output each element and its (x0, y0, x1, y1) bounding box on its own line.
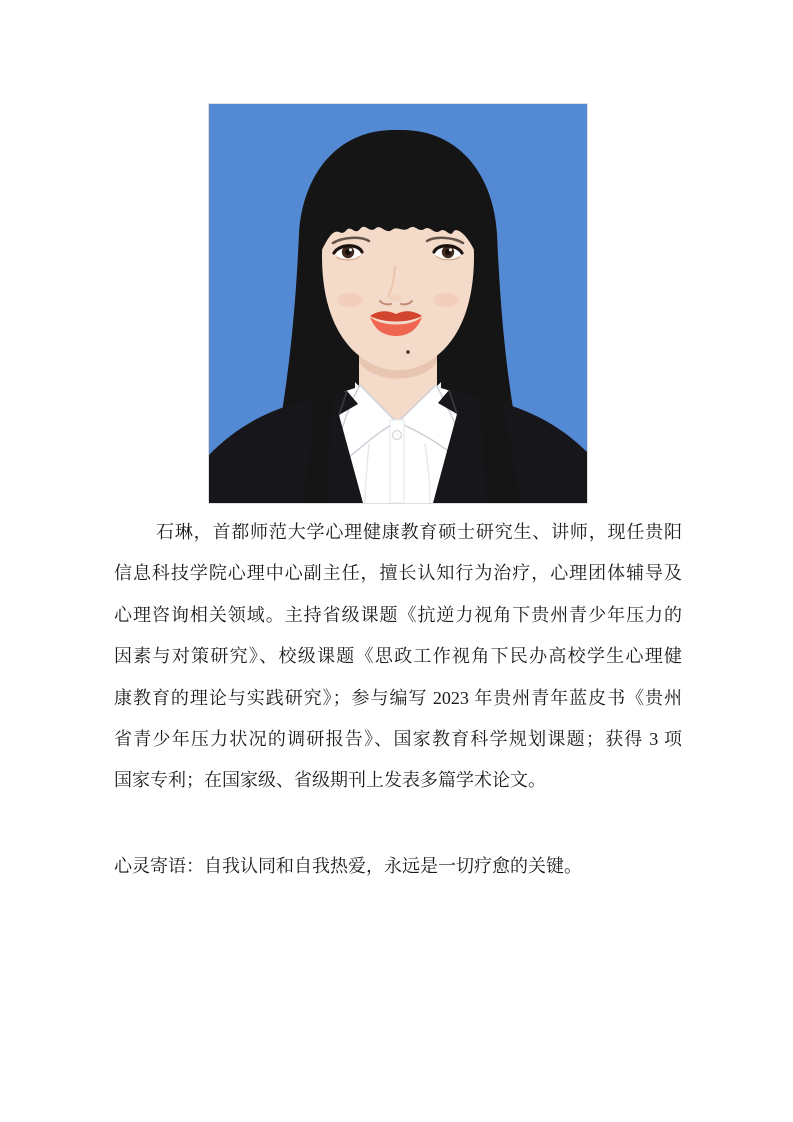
bio-line-7: 国家专利；在国家级、省级期刊上发表多篇学术论文。 (114, 770, 546, 791)
motto-line: 心灵寄语：自我认同和自我热爱，永远是一切疗愈的关键。 (114, 856, 582, 876)
eye-left (334, 245, 362, 260)
shirt-button (393, 431, 402, 440)
bio-line-2: 信息科技学院心理中心副主任，擅长认知行为治疗，心理团体辅导及 (114, 563, 682, 584)
bio-line-3: 心理咨询相关领域。主持省级课题《抗逆力视角下贵州青少年压力的 (114, 604, 682, 625)
eye-right (434, 245, 462, 260)
blush-right (433, 293, 459, 307)
bio-paragraph (114, 512, 682, 802)
blush-left (337, 293, 363, 307)
bio-line-6: 省青少年压力状况的调研报告》、国家教育科学规划课题；获得 3 项 (114, 729, 682, 750)
bio-line-1: 石琳，首都师范大学心理健康教育硕士研究生、讲师，现任贵阳 (156, 522, 682, 542)
bio-line-5: 康教育的理论与实践研究》；参与编写 2023 年贵州青年蓝皮书《贵州 (114, 687, 682, 708)
portrait-illustration (209, 104, 587, 503)
portrait-photo (209, 104, 587, 503)
mole (406, 350, 410, 354)
bio-line-4: 因素与对策研究》、校级课题《思政工作视角下民办高校学生心理健 (114, 646, 682, 667)
